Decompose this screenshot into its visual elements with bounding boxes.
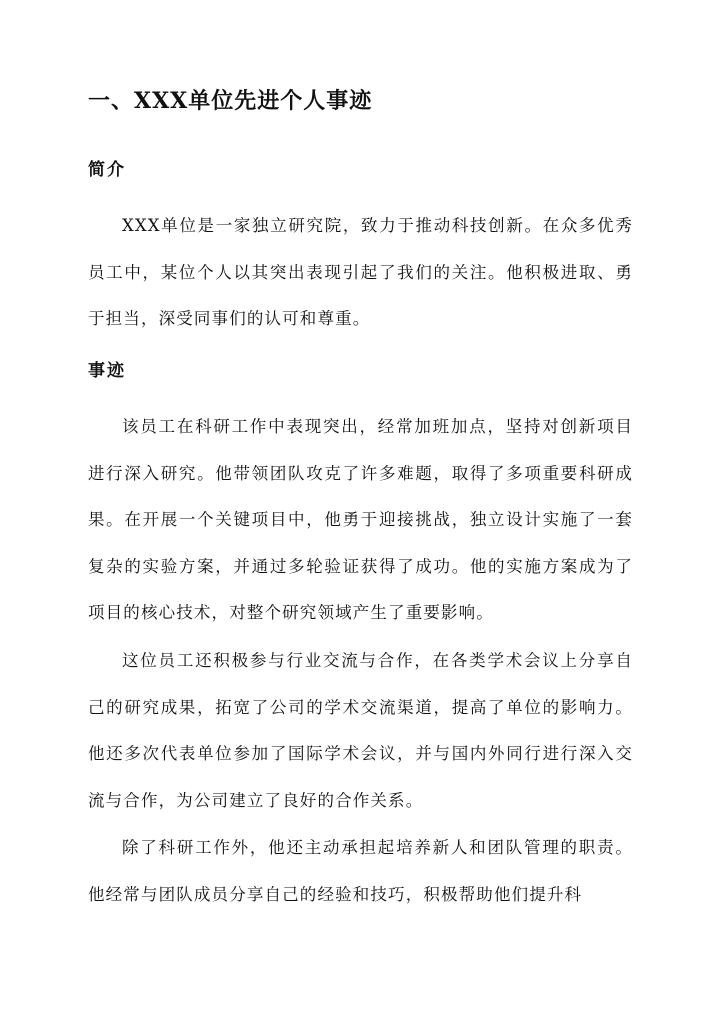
document-title: 一、XXX单位先进个人事迹 — [88, 88, 373, 114]
deeds-paragraph-2: 这位员工还积极参与行业交流与合作，在各类学术会议上分享自己的研究成果，拓宽了公司的学术交流渠道，提高了单位的影响力。他还多次代表单位参加了国际学术会议，并与国内外同行进行深入交流与合作，为公司建立了良好的合作关系。 — [88, 651, 633, 810]
section-heading-deeds: 事迹 — [88, 361, 126, 381]
section-heading-intro: 简介 — [88, 160, 126, 180]
deeds-paragraph-1: 该员工在科研工作中表现突出，经常加班加点，坚持对创新项目进行深入研究。他带领团队攻克了许多难题，取得了多项重要科研成果。在开展一个关键项目中，他勇于迎接挑战，独立设计实施了一套复杂的实验方案，并通过多轮验证获得了成功。他的实施方案成为了项目的核心技术，对整个研究领域产生了重要影响。 — [88, 417, 633, 622]
deeds-paragraph-3: 除了科研工作外，他还主动承担起培养新人和团队管理的职责。他经常与团队成员分享自己的经验和技巧，积极帮助他们提升科 — [88, 838, 633, 904]
intro-paragraph: XXX单位是一家独立研究院，致力于推动科技创新。在众多优秀员工中，某位个人以其突出表现引起了我们的关注。他积极进取、勇于担当，深受同事们的认可和尊重。 — [88, 216, 633, 328]
